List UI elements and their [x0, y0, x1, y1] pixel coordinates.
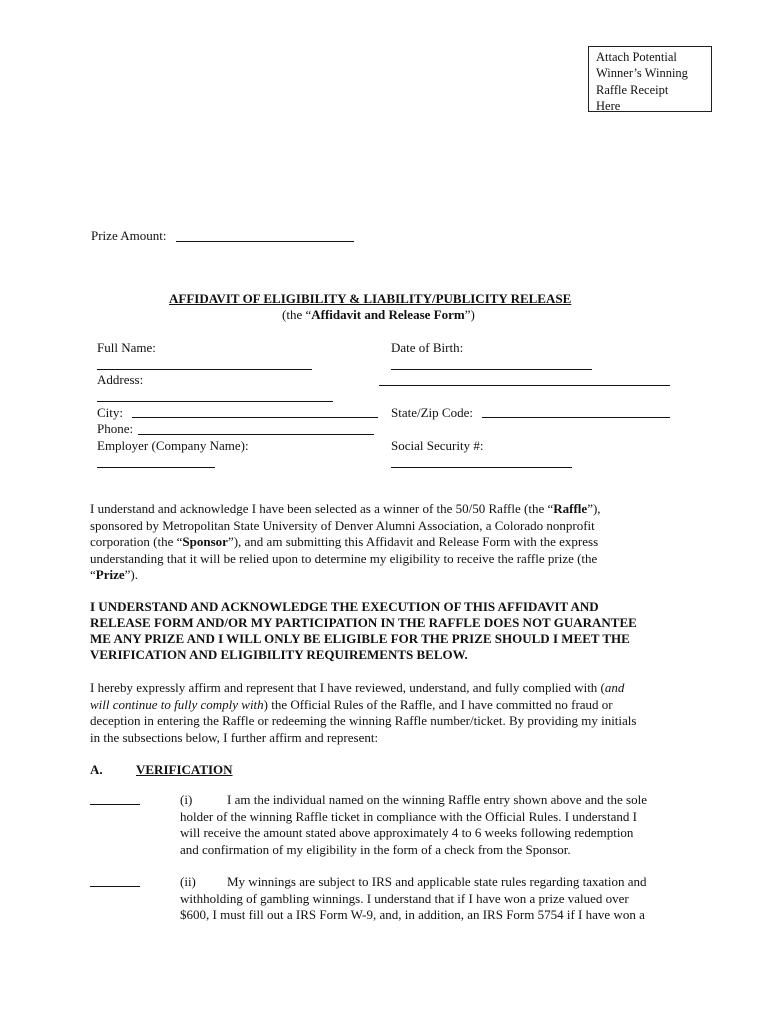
- employer-label: Employer (Company Name):: [97, 438, 249, 453]
- item-i-text: I am the individual named on the winning Raffle entry shown above and the sole holder of the winning Raffle ticket in compliance with the Official Rules. I understand I will receive the amount stated above approximately 4 to 6 weeks following redemption and confirmation of my eligibility in the form of a check from the Sponsor.: [180, 792, 647, 857]
- prize-amount-field[interactable]: [176, 241, 354, 242]
- full-name-field[interactable]: [97, 369, 312, 370]
- address-field-line-2[interactable]: [97, 401, 333, 402]
- intro-paragraph: I understand and acknowledge I have been selected as a winner of the 50/50 Raffle (the “Raffle”), sponsored by Metropolitan State University of Denver Alumni Association, a Colorado nonprofit corporation (the “Sponsor”), and am submitting this Affidavit and Release Form with the express understanding that it will be relied upon to determine my eligibility to receive the raffle prize (the “Prize”).: [90, 501, 601, 582]
- acknowledgement-paragraph: I UNDERSTAND AND ACKNOWLEDGE THE EXECUTION OF THIS AFFIDAVIT AND RELEASE FORM AND/OR MY PARTICIPATION IN THE RAFFLE DOES NOT GUARANTEE ME ANY PRIZE AND I WILL ONLY BE ELIGIBLE FOR THE PRIZE SHOULD I MEET THE VERIFICATION AND ELIGIBILITY REQUIREMENTS BELOW.: [90, 599, 637, 662]
- form-title: AFFIDAVIT OF ELIGIBILITY & LIABILITY/PUBLICITY RELEASE: [169, 291, 572, 306]
- social-security-label: Social Security #:: [391, 438, 484, 453]
- city-field[interactable]: [132, 417, 378, 418]
- section-heading: VERIFICATION: [136, 762, 233, 777]
- receipt-attach-box: [588, 46, 712, 112]
- state-zip-field[interactable]: [482, 417, 670, 418]
- full-name-label: Full Name:: [97, 340, 156, 355]
- city-label: City:: [97, 405, 124, 420]
- initials-field-i[interactable]: [90, 804, 140, 805]
- receipt-box-line: Raffle Receipt: [596, 82, 669, 97]
- employer-field[interactable]: [97, 467, 215, 468]
- receipt-box-line: Winner’s Winning: [596, 66, 688, 81]
- address-label: Address:: [97, 372, 144, 387]
- form-subtitle: (the “Affidavit and Release Form”): [282, 307, 475, 322]
- item-number: (i): [180, 792, 193, 807]
- date-of-birth-label: Date of Birth:: [391, 340, 464, 355]
- item-number: (ii): [180, 874, 196, 889]
- receipt-box-line: Here: [596, 98, 621, 113]
- phone-field[interactable]: [138, 434, 374, 435]
- section-letter: A.: [90, 762, 103, 777]
- address-field-line-1[interactable]: [379, 385, 670, 386]
- date-of-birth-field[interactable]: [391, 369, 592, 370]
- state-zip-label: State/Zip Code:: [391, 405, 473, 420]
- initials-field-ii[interactable]: [90, 886, 140, 887]
- affirmation-paragraph: I hereby expressly affirm and represent that I have reviewed, understand, and fully complied with (and will continue to fully comply with) the Official Rules of the Raffle, and I have committed no fraud or deception in entering the Raffle or redeeming the winning Raffle number/ticket. By providing my initials in the subsections below, I further affirm and represent:: [90, 680, 637, 745]
- receipt-box-line: Attach Potential: [596, 50, 677, 64]
- phone-label: Phone:: [97, 421, 134, 436]
- prize-amount-label: Prize Amount:: [91, 228, 167, 243]
- social-security-field[interactable]: [391, 467, 572, 468]
- item-ii-text: My winnings are subject to IRS and applicable state rules regarding taxation and withholding of gambling winnings. I understand that if I have won a prize valued over $600, I must fill out a IRS Form W-9, and, in addition, an IRS Form 5754 if I have won a: [180, 874, 647, 922]
